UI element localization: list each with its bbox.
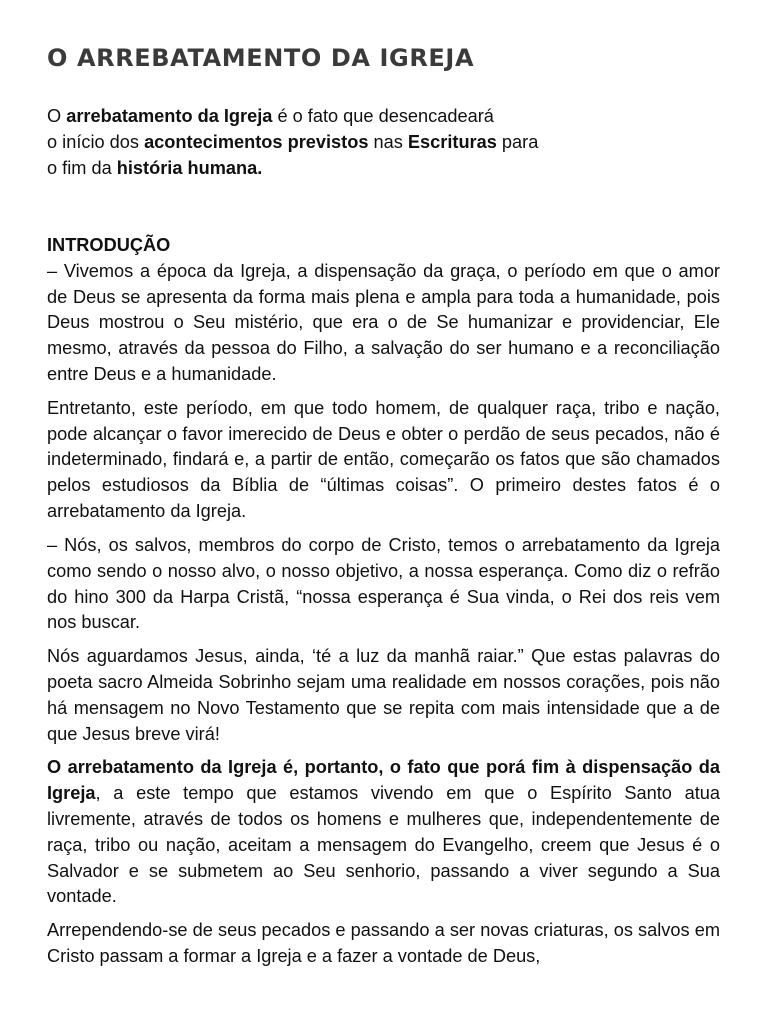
section-heading: INTRODUÇÃO [47, 234, 171, 255]
intro-text: O [47, 106, 67, 126]
body-paragraph-4: Nós aguardamos Jesus, ainda, ‘té a luz da manhã raiar.” Que estas palavras do poeta sacro Almeida Sobrinho sejam uma realidade em nossos corações, pois não há mensagem no Novo Testamento que se repita com mais intensidade que a de que Jesus breve virá! [47, 645, 720, 744]
intro-statement [47, 104, 720, 182]
body-paragraph-6: Arrependendo-se de seus pecados e passando a ser novas criaturas, os salvos em Cristo passam a formar a Igreja e a fazer a vontade de Deus, [47, 919, 720, 966]
intro-bold-text: acontecimentos previstos [144, 131, 369, 152]
intro-text: o fim da [47, 157, 117, 178]
intro-text: o início dos [47, 131, 145, 152]
intro-line-2 [47, 130, 720, 156]
document-page [47, 0, 720, 977]
intro-bold-text: história humana. [116, 157, 263, 178]
intro-text: nas [368, 131, 408, 152]
intro-text: para [496, 131, 539, 152]
body-paragraph-2: Entretanto, este período, em que todo homem, de qualquer raça, tribo e nação, pode alcançar o favor imerecido de Deus e obter o perdão de seus pecados, não é indeterminado, findará e, a partir de então, começarão os fatos que são chamados pelos estudiosos da Bíblia de “últimas coisas”. O primeiro destes fatos é o arrebatamento da Igreja. [47, 397, 720, 522]
paragraph-text: , a este tempo que estamos vivendo em que o Espírito Santo atua livremente, através de todos os homens e mulheres que, independentemente de raça, tribo ou nação, aceitam a mensagem do Evangelho, creem que Jesus é o Salvador e se submetem ao Seu senhorio, passando a viver segundo a Sua vontade. [47, 782, 720, 907]
intro-line-3 [47, 156, 720, 182]
intro-line-1 [47, 104, 720, 130]
intro-text: é o fato que desencadeará [272, 106, 494, 126]
intro-bold-text: arrebatamento da Igreja [66, 106, 273, 126]
document-title: O ARREBATAMENTO DA IGREJA [47, 44, 475, 72]
body-paragraph-5 [47, 755, 720, 910]
body-paragraph-1: – Vivemos a época da Igreja, a dispensação da graça, o período em que o amor de Deus se apresenta da forma mais plena e ampla para toda a humanidade, pois Deus mostrou o Seu mistério, que era o de Se humanizar e providenciar, Ele mesmo, através da pessoa do Filho, a salvação do ser humano e a reconciliação entre Deus e a humanidade. [47, 260, 720, 385]
body-paragraph-3: – Nós, os salvos, membros do corpo de Cristo, temos o arrebatamento da Igreja como sendo o nosso alvo, o nosso objetivo, a nossa esperança. Como diz o refrão do hino 300 da Harpa Cristã, “nossa esperança é Sua vinda, o Rei dos reis vem nos buscar. [47, 534, 720, 633]
intro-bold-text: Escrituras [407, 131, 497, 152]
paragraph-bold-text: O arrebatamento da Igreja é, portanto, o fato que porá fim à dispensação da Igreja [47, 756, 720, 803]
